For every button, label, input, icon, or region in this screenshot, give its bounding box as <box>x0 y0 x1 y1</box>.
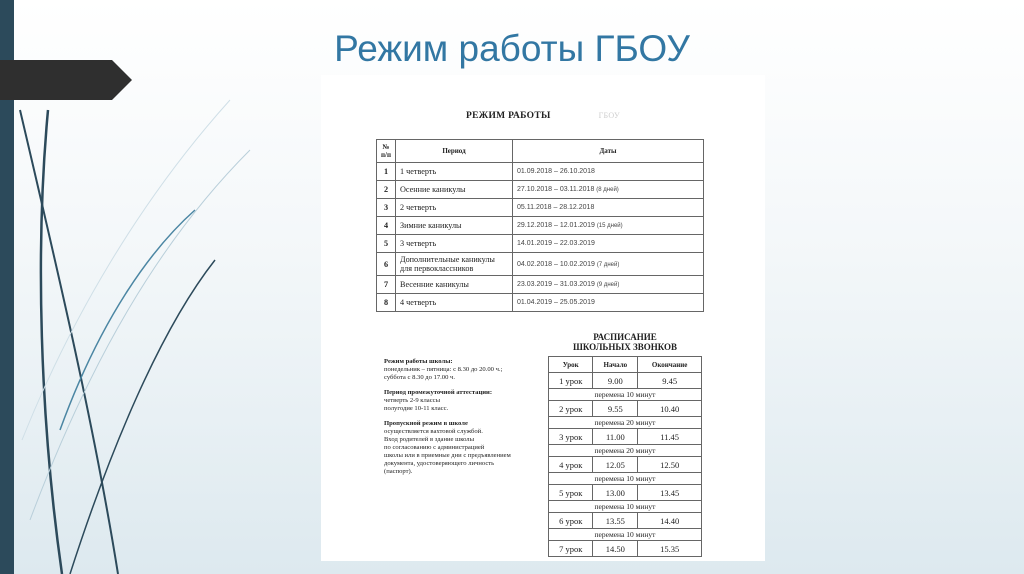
break-label: перемена 10 минут <box>549 501 702 513</box>
break-label: перемена 20 минут <box>549 445 702 457</box>
attest-line: полугодие 10-11 класс. <box>384 405 449 412</box>
row-period: Весенние каникулы <box>396 276 513 294</box>
break-row <box>549 501 702 513</box>
lesson-name: 2 урок <box>549 401 593 417</box>
row-period: 1 четверть <box>396 163 513 181</box>
row-dates <box>513 294 704 312</box>
table-row <box>549 429 702 445</box>
row-num: 8 <box>377 294 396 312</box>
row-dates <box>513 253 704 276</box>
table-row <box>377 163 704 181</box>
lesson-name: 6 урок <box>549 513 593 529</box>
dates-note: (9 дней) <box>596 282 620 288</box>
break-row <box>549 417 702 429</box>
lesson-name: 5 урок <box>549 485 593 501</box>
break-row <box>549 473 702 485</box>
break-label: перемена 10 минут <box>549 473 702 485</box>
row-period: Зимние каникулы <box>396 217 513 235</box>
lesson-start: 13.55 <box>593 513 638 529</box>
table-row <box>377 276 704 294</box>
lesson-end: 10.40 <box>638 401 702 417</box>
lesson-name: 3 урок <box>549 429 593 445</box>
header-dates: Даты <box>513 140 704 163</box>
lesson-name: 4 урок <box>549 457 593 473</box>
table-row <box>549 373 702 389</box>
lesson-end: 13.45 <box>638 485 702 501</box>
row-num: 4 <box>377 217 396 235</box>
heading-faint-text: ГБОУ <box>598 111 620 120</box>
lesson-start: 11.00 <box>593 429 638 445</box>
row-num: 7 <box>377 276 396 294</box>
header-lesson: Урок <box>549 357 593 373</box>
slide-title: Режим работы ГБОУ <box>334 28 690 69</box>
schedule-title-line1: РАСПИСАНИЕ <box>593 332 657 342</box>
schedule-header <box>549 357 702 373</box>
table-row <box>549 541 702 557</box>
access-paragraph <box>384 420 554 476</box>
break-label: перемена 10 минут <box>549 389 702 401</box>
schedule-title <box>547 332 703 352</box>
header-period: Период <box>396 140 513 163</box>
row-num: 1 <box>377 163 396 181</box>
header-end: Окончание <box>638 357 702 373</box>
attest-paragraph <box>384 389 554 413</box>
mode-line: понедельник – пятница: с 8.30 до 20.00 ч.; <box>384 366 503 373</box>
document-heading <box>321 111 765 121</box>
break-row <box>549 445 702 457</box>
table-row <box>377 217 704 235</box>
row-period: 2 четверть <box>396 199 513 217</box>
table-row <box>377 181 704 199</box>
lesson-start: 9.00 <box>593 373 638 389</box>
row-num: 6 <box>377 253 396 276</box>
access-line: по согласованию с администрацией <box>384 444 485 451</box>
row-period: Дополнительные каникулы для первоклассников <box>396 253 513 276</box>
lesson-end: 9.45 <box>638 373 702 389</box>
lesson-end: 14.40 <box>638 513 702 529</box>
dates-text: 04.02.2018 – 10.02.2019 <box>517 260 595 268</box>
dates-text: 29.12.2018 – 12.01.2019 <box>517 222 595 229</box>
mode-header: Режим работы школы: <box>384 358 453 365</box>
period-table-header <box>377 140 704 163</box>
lesson-start: 12.05 <box>593 457 638 473</box>
lesson-name: 7 урок <box>549 541 593 557</box>
row-period: Осенние каникулы <box>396 181 513 199</box>
row-num: 3 <box>377 199 396 217</box>
lesson-start: 13.00 <box>593 485 638 501</box>
break-row <box>549 529 702 541</box>
row-period: 4 четверть <box>396 294 513 312</box>
attest-line: четверть 2-9 классы <box>384 397 441 404</box>
row-num: 2 <box>377 181 396 199</box>
break-row <box>549 389 702 401</box>
period-table <box>376 139 704 312</box>
table-row <box>377 294 704 312</box>
mode-paragraph <box>384 358 554 382</box>
row-dates <box>513 276 704 294</box>
row-dates <box>513 217 704 235</box>
access-line: школы или в приемные дни с предъявлением <box>384 452 511 459</box>
schedule-title-line2: ШКОЛЬНЫХ ЗВОНКОВ <box>572 342 678 352</box>
access-header: Пропускной режим в школе <box>384 420 468 427</box>
attest-header: Период промежуточной аттестации: <box>384 389 493 396</box>
school-info-block <box>384 358 554 483</box>
break-label: перемена 20 минут <box>549 417 702 429</box>
break-label: перемена 10 минут <box>549 529 702 541</box>
access-line: (паспорт). <box>384 468 413 475</box>
dates-text: 01.09.2018 – 26.10.2018 <box>517 168 595 175</box>
bell-schedule-table <box>548 356 702 557</box>
dates-note: (7 дней) <box>596 261 620 268</box>
table-row <box>377 235 704 253</box>
header-start: Начало <box>593 357 638 373</box>
lesson-end: 12.50 <box>638 457 702 473</box>
document-image <box>321 75 765 561</box>
dates-text: 23.03.2019 – 31.03.2019 <box>517 281 595 288</box>
table-row <box>549 457 702 473</box>
table-row <box>549 485 702 501</box>
row-period: 3 четверть <box>396 235 513 253</box>
lesson-start: 9.55 <box>593 401 638 417</box>
table-row <box>549 401 702 417</box>
access-line: Вход родителей в здание школы <box>384 436 474 443</box>
access-line: документа, удостоверяющего личность <box>384 460 495 467</box>
table-row <box>377 199 704 217</box>
row-dates <box>513 181 704 199</box>
dates-note: (8 дней) <box>596 187 619 193</box>
row-num: 5 <box>377 235 396 253</box>
dates-text: 01.04.2019 – 25.05.2019 <box>517 299 595 306</box>
header-num: № п/п <box>377 140 396 163</box>
row-dates <box>513 235 704 253</box>
lesson-end: 15.35 <box>638 541 702 557</box>
dates-note: (15 дней) <box>596 223 623 229</box>
table-row <box>377 253 704 276</box>
heading-text: РЕЖИМ РАБОТЫ <box>466 111 551 121</box>
lesson-name: 1 урок <box>549 373 593 389</box>
mode-line: суббота с 8.30 до 17.00 ч. <box>384 374 456 381</box>
dates-text: 27.10.2018 – 03.11.2018 <box>517 186 595 193</box>
row-dates <box>513 199 704 217</box>
dates-text: 05.11.2018 – 28.12.2018 <box>517 204 595 211</box>
table-row <box>549 513 702 529</box>
row-dates <box>513 163 704 181</box>
dates-text: 14.01.2019 – 22.03.2019 <box>517 240 595 247</box>
access-line: осуществляется вахтовой службой. <box>384 428 483 435</box>
lesson-start: 14.50 <box>593 541 638 557</box>
lesson-end: 11.45 <box>638 429 702 445</box>
